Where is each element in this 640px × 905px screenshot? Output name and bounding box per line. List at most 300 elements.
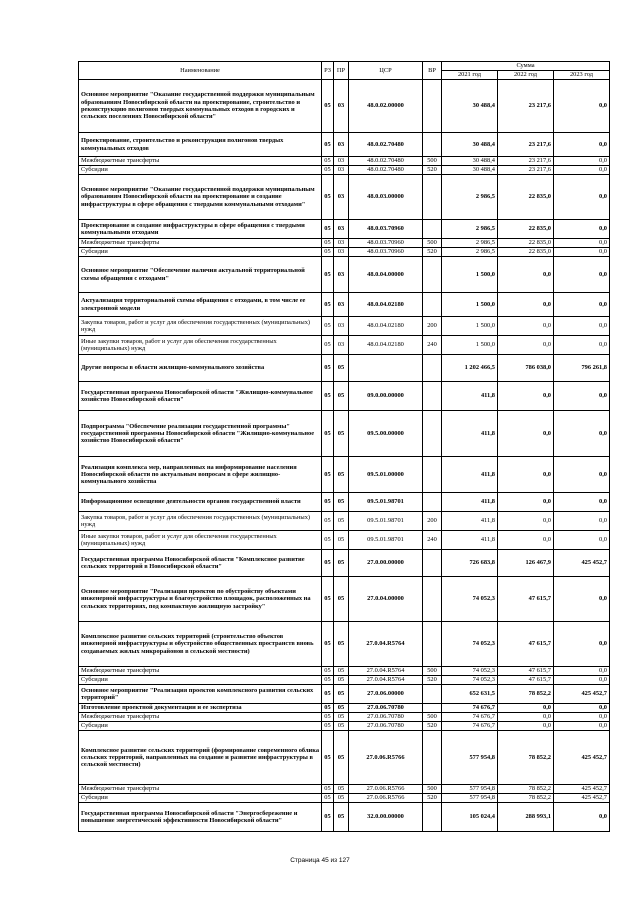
cell-2023: 796 261,8 xyxy=(554,355,610,382)
table-row xyxy=(79,157,610,166)
page-number: Страница 45 из 127 xyxy=(290,857,350,864)
cell-name: Субсидии xyxy=(79,676,322,685)
cell-2023: 0,0 xyxy=(554,175,610,220)
cell-2021: 652 631,5 xyxy=(442,685,498,704)
cell-vr xyxy=(423,493,442,512)
cell-vr xyxy=(423,355,442,382)
cell-vr xyxy=(423,80,442,133)
cell-name: Субсидии xyxy=(79,722,322,731)
cell-2022: 22 835,0 xyxy=(498,175,554,220)
cell-pr: 05 xyxy=(334,577,349,622)
cell-2022: 0,0 xyxy=(498,704,554,713)
cell-vr: 200 xyxy=(423,317,442,336)
cell-csr: 48.0.04.02180 xyxy=(349,336,423,355)
cell-csr: 09.5.01.00000 xyxy=(349,457,423,493)
header-sum: Сумма xyxy=(442,62,610,71)
cell-vr: 500 xyxy=(423,239,442,248)
cell-vr: 500 xyxy=(423,157,442,166)
cell-name: Проектирование, строительство и реконструкция полигонов твердых коммунальных отходов xyxy=(79,133,322,157)
cell-2022: 126 467,9 xyxy=(498,550,554,577)
cell-2023: 0,0 xyxy=(554,676,610,685)
cell-name: Межбюджетные трансферты xyxy=(79,667,322,676)
cell-rz: 05 xyxy=(322,248,334,257)
cell-vr: 520 xyxy=(423,248,442,257)
cell-pr: 05 xyxy=(334,722,349,731)
cell-pr: 05 xyxy=(334,531,349,550)
cell-2023: 0,0 xyxy=(554,622,610,667)
cell-vr xyxy=(423,622,442,667)
cell-vr: 520 xyxy=(423,676,442,685)
cell-vr xyxy=(423,803,442,832)
cell-2023: 0,0 xyxy=(554,157,610,166)
cell-rz: 05 xyxy=(322,382,334,411)
cell-name: Основное мероприятие "Реализация проектов по обустройству объектами инженерной инфраструктуры и благоустройство площадок, расположенных на сельских территориях, под компактную жилищную застройку" xyxy=(79,577,322,622)
cell-name: Государственная программа Новосибирской области "Жилищно-коммунальное хозяйство Новосибирской области" xyxy=(79,382,322,411)
table-row xyxy=(79,293,610,317)
cell-2021: 1 500,0 xyxy=(442,257,498,293)
cell-2021: 2 986,5 xyxy=(442,248,498,257)
cell-csr: 48.0.02.70480 xyxy=(349,166,423,175)
cell-pr: 05 xyxy=(334,667,349,676)
cell-2022: 786 038,0 xyxy=(498,355,554,382)
cell-pr: 03 xyxy=(334,257,349,293)
cell-vr xyxy=(423,411,442,457)
cell-rz: 05 xyxy=(322,622,334,667)
cell-2022: 0,0 xyxy=(498,512,554,531)
cell-2023: 0,0 xyxy=(554,220,610,239)
cell-2023: 425 452,7 xyxy=(554,731,610,785)
cell-vr xyxy=(423,704,442,713)
cell-name: Межбюджетные трансферты xyxy=(79,785,322,794)
cell-vr: 240 xyxy=(423,336,442,355)
cell-name: Субсидии xyxy=(79,248,322,257)
cell-rz: 05 xyxy=(322,550,334,577)
cell-2023: 0,0 xyxy=(554,713,610,722)
cell-name: Подпрограмма "Обеспечение реализации государственной программы" государственной программы Новосибирской области "Жилищно-коммунальное хозяйство Новосибирской области" xyxy=(79,411,322,457)
cell-name: Закупка товаров, работ и услуг для обеспечения государственных (муниципальных) нужд xyxy=(79,512,322,531)
cell-2021: 30 488,4 xyxy=(442,133,498,157)
cell-2023: 425 452,7 xyxy=(554,550,610,577)
cell-pr: 05 xyxy=(334,512,349,531)
cell-2021: 577 954,8 xyxy=(442,794,498,803)
cell-2023: 0,0 xyxy=(554,239,610,248)
cell-2021: 411,8 xyxy=(442,512,498,531)
cell-2021: 577 954,8 xyxy=(442,785,498,794)
cell-rz: 05 xyxy=(322,166,334,175)
cell-rz: 05 xyxy=(322,531,334,550)
cell-2022: 0,0 xyxy=(498,531,554,550)
cell-2022: 0,0 xyxy=(498,257,554,293)
cell-csr: 48.0.03.70960 xyxy=(349,220,423,239)
cell-csr: 27.0.00.00000 xyxy=(349,550,423,577)
table-row xyxy=(79,175,610,220)
cell-2021: 411,8 xyxy=(442,531,498,550)
cell-csr: 27.0.06.R5766 xyxy=(349,794,423,803)
cell-vr xyxy=(423,731,442,785)
cell-2021: 30 488,4 xyxy=(442,157,498,166)
cell-pr: 03 xyxy=(334,80,349,133)
cell-2022: 78 852,2 xyxy=(498,785,554,794)
cell-name: Государственная программа Новосибирской области "Комплексное развитие сельских территорий в Новосибирской области" xyxy=(79,550,322,577)
cell-rz: 05 xyxy=(322,493,334,512)
cell-rz: 05 xyxy=(322,133,334,157)
cell-2022: 23 217,6 xyxy=(498,166,554,175)
cell-2023: 0,0 xyxy=(554,704,610,713)
cell-2023: 0,0 xyxy=(554,493,610,512)
cell-2021: 30 488,4 xyxy=(442,166,498,175)
cell-pr: 03 xyxy=(334,336,349,355)
cell-vr xyxy=(423,257,442,293)
cell-vr xyxy=(423,293,442,317)
cell-csr: 27.0.06.00000 xyxy=(349,685,423,704)
cell-vr xyxy=(423,133,442,157)
cell-csr: 27.0.04.R5764 xyxy=(349,622,423,667)
cell-2021: 411,8 xyxy=(442,382,498,411)
cell-2022: 47 615,7 xyxy=(498,667,554,676)
table-row xyxy=(79,803,610,832)
cell-2022: 0,0 xyxy=(498,713,554,722)
cell-csr: 48.0.02.00000 xyxy=(349,80,423,133)
cell-rz: 05 xyxy=(322,80,334,133)
table-row xyxy=(79,355,610,382)
cell-2023: 0,0 xyxy=(554,80,610,133)
table-body xyxy=(79,80,610,832)
cell-rz: 05 xyxy=(322,512,334,531)
cell-rz: 05 xyxy=(322,785,334,794)
cell-2022: 0,0 xyxy=(498,382,554,411)
cell-rz: 05 xyxy=(322,577,334,622)
cell-name: Межбюджетные трансферты xyxy=(79,713,322,722)
cell-2023: 0,0 xyxy=(554,133,610,157)
cell-2023: 0,0 xyxy=(554,531,610,550)
cell-name: Иные закупки товаров, работ и услуг для обеспечения государственных (муниципальных) нужд xyxy=(79,336,322,355)
cell-2023: 425 452,7 xyxy=(554,685,610,704)
cell-rz: 05 xyxy=(322,457,334,493)
cell-2023: 425 452,7 xyxy=(554,785,610,794)
cell-rz: 05 xyxy=(322,239,334,248)
cell-name: Основное мероприятие "Оказание государственной поддержки муниципальным образованиям Новосибирской области на проектирование и создание инфраструктуры в сфере обращения с твердыми коммунальными отходами" xyxy=(79,175,322,220)
cell-2022: 0,0 xyxy=(498,336,554,355)
cell-pr: 05 xyxy=(334,785,349,794)
cell-2021: 2 986,5 xyxy=(442,239,498,248)
cell-pr: 03 xyxy=(334,220,349,239)
header-csr: ЦСР xyxy=(349,62,423,80)
table-row xyxy=(79,133,610,157)
cell-pr: 03 xyxy=(334,239,349,248)
cell-csr: 27.0.06.70780 xyxy=(349,722,423,731)
cell-2023: 0,0 xyxy=(554,803,610,832)
cell-name: Комплексное развитие сельских территорий (формирование современного облика сельских территорий, направленных на создание и развитие инфраструктуры в сельской местности) xyxy=(79,731,322,785)
cell-rz: 05 xyxy=(322,336,334,355)
cell-2022: 22 835,0 xyxy=(498,220,554,239)
cell-csr: 27.0.04.R5764 xyxy=(349,667,423,676)
cell-vr xyxy=(423,382,442,411)
cell-rz: 05 xyxy=(322,676,334,685)
cell-vr: 200 xyxy=(423,512,442,531)
header-year-2023: 2023 год xyxy=(554,71,610,80)
cell-2021: 1 500,0 xyxy=(442,317,498,336)
cell-name: Основное мероприятие "Реализация проектов комплексного развития сельских территорий" xyxy=(79,685,322,704)
table-row xyxy=(79,785,610,794)
cell-name: Основное мероприятие "Оказание государственной поддержки муниципальным образованиям Новосибирской области на проектирование, строительство и реконструкцию полигонов твердых коммунальных отходов в городских и сельских поселениях Новосибирской области" xyxy=(79,80,322,133)
cell-2022: 47 615,7 xyxy=(498,622,554,667)
cell-csr: 48.0.03.70960 xyxy=(349,239,423,248)
cell-2023: 0,0 xyxy=(554,577,610,622)
table-row xyxy=(79,382,610,411)
cell-2021: 30 488,4 xyxy=(442,80,498,133)
cell-csr xyxy=(349,355,423,382)
cell-2022: 23 217,6 xyxy=(498,157,554,166)
cell-2021: 411,8 xyxy=(442,411,498,457)
table-row xyxy=(79,531,610,550)
cell-2023: 0,0 xyxy=(554,293,610,317)
cell-2021: 105 024,4 xyxy=(442,803,498,832)
cell-2022: 0,0 xyxy=(498,293,554,317)
cell-pr: 05 xyxy=(334,713,349,722)
cell-pr: 05 xyxy=(334,676,349,685)
cell-2021: 2 986,5 xyxy=(442,175,498,220)
cell-csr: 27.0.06.70780 xyxy=(349,704,423,713)
cell-pr: 05 xyxy=(334,457,349,493)
cell-pr: 03 xyxy=(334,157,349,166)
cell-vr: 500 xyxy=(423,713,442,722)
cell-rz: 05 xyxy=(322,317,334,336)
header-pr: ПР xyxy=(334,62,349,80)
cell-pr: 05 xyxy=(334,685,349,704)
cell-rz: 05 xyxy=(322,175,334,220)
cell-2021: 74 676,7 xyxy=(442,704,498,713)
cell-2022: 0,0 xyxy=(498,722,554,731)
cell-2022: 78 852,2 xyxy=(498,731,554,785)
cell-pr: 05 xyxy=(334,731,349,785)
table-row xyxy=(79,220,610,239)
cell-name: Актуализация территориальной схемы обращения с отходами, в том числе ее электронной модели xyxy=(79,293,322,317)
budget-table xyxy=(78,61,610,832)
cell-vr: 500 xyxy=(423,667,442,676)
cell-rz: 05 xyxy=(322,713,334,722)
table-row xyxy=(79,257,610,293)
table-row xyxy=(79,577,610,622)
table-row xyxy=(79,317,610,336)
cell-name: Проектирование и создание инфраструктуры в сфере обращения с твердыми коммунальными отходами xyxy=(79,220,322,239)
cell-pr: 03 xyxy=(334,248,349,257)
cell-2023: 0,0 xyxy=(554,512,610,531)
cell-csr: 48.0.03.00000 xyxy=(349,175,423,220)
cell-2021: 2 986,5 xyxy=(442,220,498,239)
cell-2022: 47 615,7 xyxy=(498,577,554,622)
cell-name: Субсидии xyxy=(79,166,322,175)
cell-rz: 05 xyxy=(322,803,334,832)
cell-csr: 27.0.06.R5766 xyxy=(349,731,423,785)
cell-vr xyxy=(423,457,442,493)
cell-csr: 48.0.04.02180 xyxy=(349,293,423,317)
cell-pr: 05 xyxy=(334,382,349,411)
cell-2021: 74 676,7 xyxy=(442,722,498,731)
cell-rz: 05 xyxy=(322,704,334,713)
cell-pr: 05 xyxy=(334,794,349,803)
cell-2022: 22 835,0 xyxy=(498,239,554,248)
cell-csr: 27.0.04.R5764 xyxy=(349,676,423,685)
cell-rz: 05 xyxy=(322,794,334,803)
cell-2023: 0,0 xyxy=(554,248,610,257)
cell-pr: 05 xyxy=(334,411,349,457)
header-year-2022: 2022 год xyxy=(498,71,554,80)
table-row xyxy=(79,676,610,685)
cell-2023: 0,0 xyxy=(554,257,610,293)
cell-name: Реализация комплекса мер, направленных на информирование населения Новосибирской области по актуальным вопросам в сфере жилищно-коммунального хозяйства xyxy=(79,457,322,493)
header-rz: РЗ xyxy=(322,62,334,80)
cell-rz: 05 xyxy=(322,685,334,704)
cell-name: Комплексное развитие сельских территорий (строительство объектов инженерной инфраструктуры и обустройство общественных пространств вновь создаваемых жилых микрорайонов в сельской местности) xyxy=(79,622,322,667)
cell-2022: 0,0 xyxy=(498,457,554,493)
cell-csr: 27.0.06.70780 xyxy=(349,713,423,722)
table-row xyxy=(79,713,610,722)
cell-2022: 78 852,2 xyxy=(498,685,554,704)
cell-csr: 27.0.04.00000 xyxy=(349,577,423,622)
cell-2021: 74 052,3 xyxy=(442,667,498,676)
cell-pr: 05 xyxy=(334,355,349,382)
cell-2022: 0,0 xyxy=(498,411,554,457)
cell-vr: 240 xyxy=(423,531,442,550)
cell-name: Иные закупки товаров, работ и услуг для обеспечения государственных (муниципальных) нужд xyxy=(79,531,322,550)
cell-pr: 03 xyxy=(334,175,349,220)
table-row xyxy=(79,166,610,175)
cell-vr xyxy=(423,175,442,220)
cell-2023: 0,0 xyxy=(554,722,610,731)
table-row xyxy=(79,493,610,512)
table-row xyxy=(79,722,610,731)
cell-name: Основное мероприятие "Обеспечение наличия актуальной территориальной схемы обращения с отходами" xyxy=(79,257,322,293)
cell-vr: 520 xyxy=(423,722,442,731)
cell-name: Межбюджетные трансферты xyxy=(79,239,322,248)
cell-csr: 48.0.02.70480 xyxy=(349,157,423,166)
cell-2022: 0,0 xyxy=(498,493,554,512)
cell-2022: 47 615,7 xyxy=(498,676,554,685)
cell-rz: 05 xyxy=(322,731,334,785)
cell-2021: 411,8 xyxy=(442,493,498,512)
cell-rz: 05 xyxy=(322,411,334,457)
cell-vr xyxy=(423,550,442,577)
cell-csr: 09.5.01.98701 xyxy=(349,512,423,531)
cell-pr: 03 xyxy=(334,166,349,175)
cell-vr: 520 xyxy=(423,794,442,803)
table-row xyxy=(79,411,610,457)
cell-csr: 48.0.03.70960 xyxy=(349,248,423,257)
table-row xyxy=(79,457,610,493)
cell-2021: 1 500,0 xyxy=(442,336,498,355)
cell-name: Субсидии xyxy=(79,794,322,803)
cell-csr: 32.0.00.00000 xyxy=(349,803,423,832)
cell-2023: 0,0 xyxy=(554,382,610,411)
table-row xyxy=(79,622,610,667)
cell-csr: 48.0.04.00000 xyxy=(349,257,423,293)
table-row xyxy=(79,667,610,676)
cell-2022: 23 217,6 xyxy=(498,133,554,157)
table-row xyxy=(79,80,610,133)
cell-2022: 23 217,6 xyxy=(498,80,554,133)
table-row xyxy=(79,336,610,355)
cell-pr: 03 xyxy=(334,317,349,336)
cell-csr: 09.5.01.98701 xyxy=(349,493,423,512)
cell-pr: 03 xyxy=(334,133,349,157)
cell-csr: 09.5.01.98701 xyxy=(349,531,423,550)
cell-2021: 411,8 xyxy=(442,457,498,493)
cell-2023: 0,0 xyxy=(554,457,610,493)
header-name: Наименование xyxy=(79,62,322,80)
cell-2021: 577 954,8 xyxy=(442,731,498,785)
table-row xyxy=(79,248,610,257)
cell-pr: 05 xyxy=(334,550,349,577)
cell-csr: 09.5.00.00000 xyxy=(349,411,423,457)
cell-2023: 0,0 xyxy=(554,667,610,676)
cell-name: Закупка товаров, работ и услуг для обеспечения государственных (муниципальных) нужд xyxy=(79,317,322,336)
cell-vr xyxy=(423,577,442,622)
cell-2023: 0,0 xyxy=(554,317,610,336)
cell-name: Межбюджетные трансферты xyxy=(79,157,322,166)
cell-2021: 74 052,3 xyxy=(442,676,498,685)
cell-2023: 0,0 xyxy=(554,166,610,175)
cell-2021: 74 052,3 xyxy=(442,622,498,667)
cell-name: Государственная программа Новосибирской области "Энергосбережение и повышение энергетической эффективности Новосибирской области" xyxy=(79,803,322,832)
cell-vr: 500 xyxy=(423,785,442,794)
table-row xyxy=(79,704,610,713)
cell-csr: 09.0.00.00000 xyxy=(349,382,423,411)
cell-2021: 74 052,3 xyxy=(442,577,498,622)
cell-2021: 726 683,8 xyxy=(442,550,498,577)
cell-rz: 05 xyxy=(322,667,334,676)
cell-csr: 27.0.06.R5766 xyxy=(349,785,423,794)
table-row xyxy=(79,685,610,704)
cell-name: Другие вопросы в области жилищно-коммунального хозяйства xyxy=(79,355,322,382)
table-row xyxy=(79,512,610,531)
cell-2023: 0,0 xyxy=(554,336,610,355)
cell-rz: 05 xyxy=(322,157,334,166)
cell-2022: 288 993,1 xyxy=(498,803,554,832)
cell-pr: 03 xyxy=(334,293,349,317)
cell-2023: 0,0 xyxy=(554,411,610,457)
cell-vr: 520 xyxy=(423,166,442,175)
cell-name: Информационное освещение деятельности органов государственной власти xyxy=(79,493,322,512)
cell-2021: 1 500,0 xyxy=(442,293,498,317)
cell-vr xyxy=(423,220,442,239)
cell-vr xyxy=(423,685,442,704)
cell-2021: 1 202 466,5 xyxy=(442,355,498,382)
cell-2021: 74 676,7 xyxy=(442,713,498,722)
cell-rz: 05 xyxy=(322,722,334,731)
header-year-2021: 2021 год xyxy=(442,71,498,80)
table-row xyxy=(79,794,610,803)
cell-name: Изготовление проектной документации и ее экспертиза xyxy=(79,704,322,713)
cell-csr: 48.0.02.70480 xyxy=(349,133,423,157)
cell-2023: 425 452,7 xyxy=(554,794,610,803)
cell-rz: 05 xyxy=(322,257,334,293)
cell-rz: 05 xyxy=(322,355,334,382)
cell-rz: 05 xyxy=(322,220,334,239)
cell-pr: 05 xyxy=(334,622,349,667)
header-vr: ВР xyxy=(423,62,442,80)
table-row xyxy=(79,550,610,577)
cell-csr: 48.0.04.02180 xyxy=(349,317,423,336)
cell-pr: 05 xyxy=(334,803,349,832)
table-row xyxy=(79,731,610,785)
cell-2022: 78 852,2 xyxy=(498,794,554,803)
cell-2022: 22 835,0 xyxy=(498,248,554,257)
table-row xyxy=(79,239,610,248)
cell-pr: 05 xyxy=(334,704,349,713)
cell-2022: 0,0 xyxy=(498,317,554,336)
cell-rz: 05 xyxy=(322,293,334,317)
cell-pr: 05 xyxy=(334,493,349,512)
